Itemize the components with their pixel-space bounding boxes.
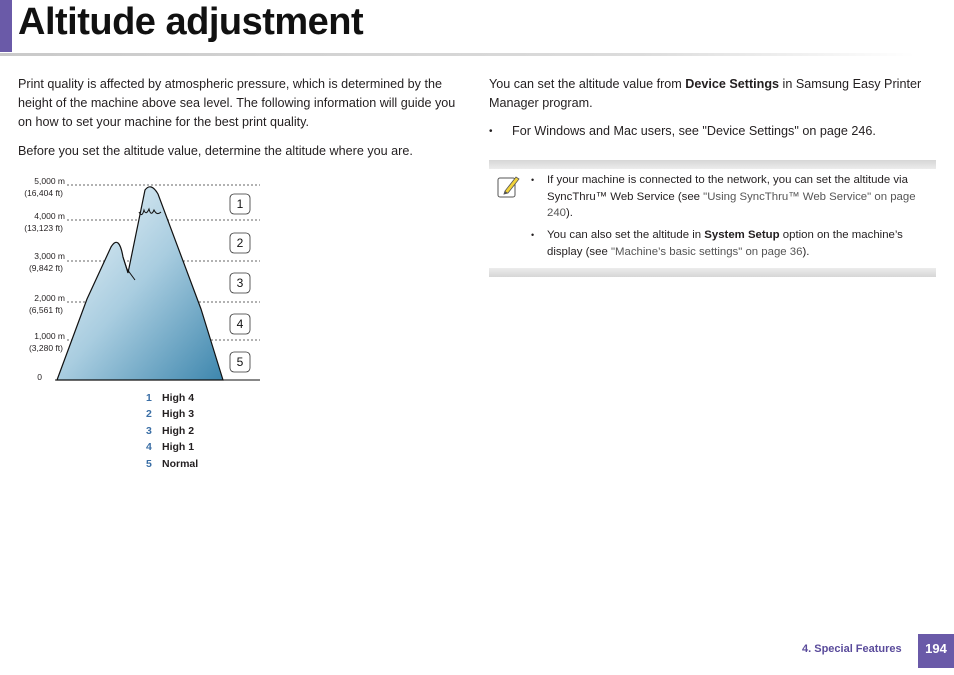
device-settings-bold: Device Settings bbox=[685, 77, 780, 91]
legend-number: 5 bbox=[146, 457, 152, 470]
title-underline bbox=[0, 53, 915, 56]
note-pencil-icon bbox=[497, 173, 521, 199]
legend-label: Normal bbox=[162, 457, 199, 470]
legend-item bbox=[146, 390, 198, 406]
intro-paragraph: Print quality is affected by atmospheric pressure, which is determined by the height of the machine above sea level. The following information will guide you on how to set your machine for the best print quality. bbox=[18, 77, 456, 129]
legend-item bbox=[146, 456, 198, 472]
note-item-text-start: You can also set the altitude in bbox=[547, 229, 705, 241]
callout-number: 3 bbox=[236, 276, 244, 290]
note-item-text-start: If your machine is connected to the network, you can set the altitude via SyncThru™ Web Service (see bbox=[547, 174, 908, 203]
altitude-label-m: 1,000 m bbox=[34, 331, 65, 341]
note-bullet-dot: • bbox=[531, 230, 535, 240]
legend-number: 2 bbox=[146, 408, 152, 421]
altitude-label-m: 5,000 m bbox=[34, 176, 65, 186]
callout-number: 4 bbox=[236, 317, 244, 331]
page-number: 194 bbox=[918, 634, 954, 668]
footer-section-label: 4. Special Features bbox=[802, 643, 902, 655]
bullet-dot: • bbox=[489, 126, 493, 137]
note-item-text-mid: option on the machine’s display (see bbox=[547, 229, 903, 258]
basic-settings-reference: "Machine’s basic settings" on page 36 bbox=[610, 245, 803, 258]
syncthru-reference: "Using SyncThru™ Web Service" on page 240 bbox=[547, 190, 916, 219]
page-title: Altitude adjustment bbox=[18, 1, 364, 43]
legend-label: High 4 bbox=[162, 392, 195, 404]
instruction-paragraph: Before you set the altitude value, determine the altitude where you are. bbox=[18, 144, 413, 158]
legend-item bbox=[146, 423, 198, 439]
altitude-legend bbox=[146, 390, 198, 472]
legend-number: 1 bbox=[146, 392, 152, 404]
bullet-text: For Windows and Mac users, see "Device Settings" on page 246. bbox=[512, 124, 876, 138]
altitude-diagram bbox=[15, 172, 265, 387]
altitude-label-m: 4,000 m bbox=[34, 211, 65, 221]
system-setup-bold: System Setup bbox=[704, 229, 780, 241]
altitude-label-zero: 0 bbox=[37, 372, 42, 382]
legend-number: 4 bbox=[146, 441, 152, 454]
altitude-label-ft: (9,842 ft) bbox=[28, 263, 63, 273]
legend-label: High 3 bbox=[162, 408, 195, 421]
legend-number: 3 bbox=[146, 424, 152, 437]
altitude-label-m: 3,000 m bbox=[34, 251, 65, 261]
device-settings-text-start: You can set the altitude value from bbox=[489, 77, 686, 91]
altitude-label-ft: (13,123 ft) bbox=[24, 223, 63, 233]
device-settings-paragraph bbox=[489, 75, 939, 113]
note-item-text bbox=[547, 227, 937, 260]
altitude-label-ft: (6,561 ft) bbox=[28, 305, 63, 315]
title-accent-bar bbox=[0, 0, 12, 52]
note-top-bar bbox=[489, 160, 936, 169]
note-bullet-dot: • bbox=[531, 175, 535, 185]
callout-number: 1 bbox=[236, 197, 244, 211]
mountain-shape bbox=[57, 187, 223, 380]
note-bottom-bar bbox=[489, 268, 936, 277]
note-box bbox=[489, 160, 936, 277]
legend-item bbox=[146, 406, 198, 422]
note-item-text bbox=[547, 172, 937, 222]
callout-number: 5 bbox=[236, 355, 244, 369]
altitude-label-ft: (16,404 ft) bbox=[24, 188, 63, 198]
altitude-label-ft: (3,280 ft) bbox=[28, 343, 63, 353]
legend-label: High 2 bbox=[162, 424, 195, 437]
callout-number: 2 bbox=[236, 236, 244, 250]
note-item-text-end: ). bbox=[566, 207, 573, 219]
altitude-label-m: 2,000 m bbox=[34, 293, 65, 303]
note-item-text-end: ). bbox=[802, 245, 810, 258]
legend-label: High 1 bbox=[162, 441, 195, 454]
device-settings-text-end: in Samsung Easy Printer Manager program. bbox=[489, 77, 922, 110]
legend-item bbox=[146, 439, 198, 455]
